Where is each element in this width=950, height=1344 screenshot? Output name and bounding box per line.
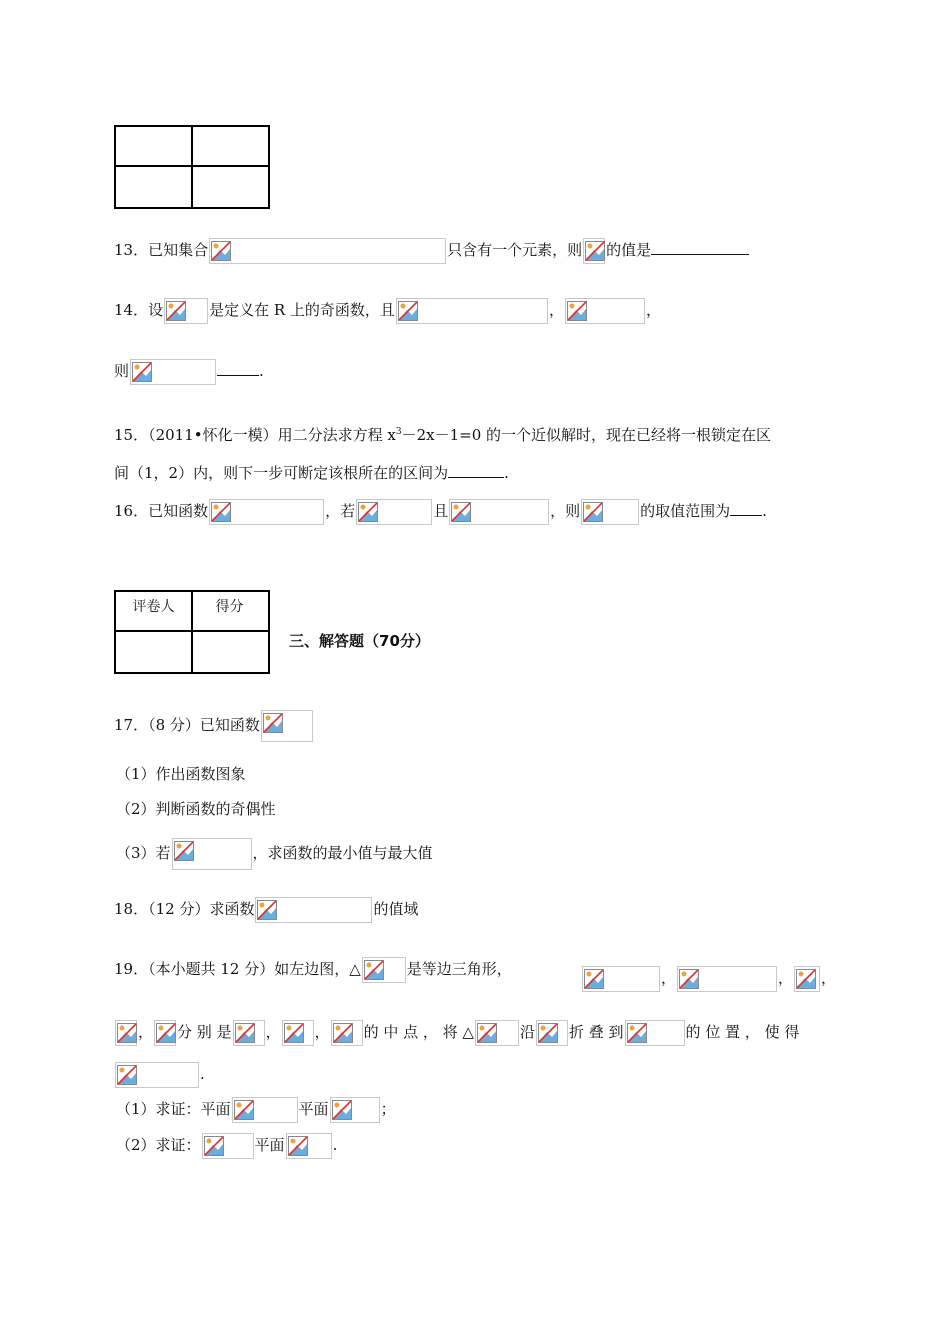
q14-text: ， bbox=[548, 301, 564, 319]
answer-blank bbox=[448, 462, 504, 478]
q19-text: 的 位 置 ， 使 得 bbox=[685, 1023, 800, 1041]
formula-image-placeholder bbox=[536, 1020, 568, 1046]
question-16 bbox=[114, 499, 767, 523]
formula-image-placeholder bbox=[154, 1020, 176, 1046]
formula-image-placeholder bbox=[396, 298, 548, 324]
q17-text: 17．（8 分）已知函数 bbox=[114, 716, 260, 734]
formula-image-placeholder bbox=[475, 1020, 519, 1046]
question-14 bbox=[114, 298, 661, 322]
formula-image-placeholder bbox=[164, 298, 208, 324]
q19-part1 bbox=[116, 1097, 396, 1121]
question-15 bbox=[114, 420, 771, 444]
grid-divider bbox=[116, 165, 268, 167]
q19-text: 分 别 是 bbox=[177, 1023, 232, 1041]
formula-image-placeholder bbox=[233, 1020, 265, 1046]
answer-blank bbox=[730, 500, 762, 516]
score-label: 得分 bbox=[215, 599, 244, 615]
question-19-row1-right bbox=[581, 966, 836, 990]
q19-part2 bbox=[116, 1133, 337, 1157]
q13-text: 的值是 bbox=[606, 241, 652, 259]
formula-image-placeholder bbox=[282, 1020, 314, 1046]
q17-part2: （2）判断函数的奇偶性 bbox=[116, 800, 276, 818]
formula-image-placeholder bbox=[449, 499, 549, 525]
q13-text: 只含有一个元素，则 bbox=[447, 241, 583, 259]
formula-image-placeholder bbox=[130, 359, 216, 385]
q19-text: . bbox=[200, 1065, 205, 1083]
formula-image-placeholder bbox=[331, 1020, 363, 1046]
q15-text: －2x－1=0 的一个近似解时，现在已经将一根锁定在区 bbox=[401, 426, 772, 444]
formula-image-placeholder bbox=[677, 966, 777, 992]
formula-image-placeholder bbox=[625, 1020, 685, 1046]
question-14-line2 bbox=[114, 359, 264, 383]
q16-text: 且 bbox=[433, 502, 449, 520]
q14-text: . bbox=[259, 362, 264, 380]
q19-text: 平面 bbox=[298, 1100, 329, 1118]
q17-text: ，求函数的最小值与最大值 bbox=[252, 844, 433, 862]
q19-text: ， bbox=[778, 969, 794, 987]
q14-text: ， bbox=[645, 301, 661, 319]
q19-text: 折 叠 到 bbox=[569, 1023, 624, 1041]
formula-image-placeholder bbox=[794, 966, 820, 992]
formula-image-placeholder bbox=[565, 298, 645, 324]
formula-image-placeholder bbox=[255, 897, 372, 923]
question-13 bbox=[114, 238, 749, 262]
formula-image-placeholder bbox=[286, 1133, 332, 1159]
q16-text: 16．已知函数 bbox=[114, 502, 209, 520]
question-19 bbox=[114, 957, 512, 981]
section3-heading: 三、解答题（70分） bbox=[289, 632, 430, 650]
q19-text: 是等边三角形， bbox=[406, 960, 512, 978]
q19-text: . bbox=[332, 1136, 338, 1154]
formula-image-placeholder bbox=[330, 1097, 380, 1123]
grid-divider bbox=[116, 630, 268, 632]
q19-text: ， bbox=[138, 1023, 154, 1041]
formula-image-placeholder bbox=[115, 1020, 137, 1046]
q19-text: ， bbox=[821, 969, 837, 987]
question-19-line2 bbox=[114, 1020, 799, 1044]
section3-score-table bbox=[114, 590, 270, 674]
q19-text: 沿 bbox=[519, 1023, 535, 1041]
q14-text: 则 bbox=[114, 362, 130, 380]
formula-image-placeholder bbox=[209, 238, 446, 264]
q19-text: ； bbox=[380, 1100, 396, 1118]
q15-superscript: 3 bbox=[395, 427, 402, 437]
formula-image-placeholder bbox=[115, 1062, 199, 1088]
q17-text: （3）若 bbox=[116, 844, 171, 862]
q19-text: ， bbox=[265, 1023, 281, 1041]
question-19-line3 bbox=[114, 1062, 205, 1086]
question-18 bbox=[114, 897, 418, 921]
top-score-grid bbox=[114, 125, 270, 209]
formula-image-placeholder bbox=[209, 499, 324, 525]
q15-text: . bbox=[504, 464, 509, 482]
reviewer-label: 评卷人 bbox=[132, 599, 175, 615]
formula-image-placeholder bbox=[583, 238, 605, 264]
q19-text: ， bbox=[661, 969, 677, 987]
q15-text: 15．（2011•怀化一模）用二分法求方程 x bbox=[114, 426, 396, 444]
formula-image-placeholder bbox=[356, 499, 432, 525]
q18-text: 18．（12 分）求函数 bbox=[114, 900, 255, 918]
q14-text: 是定义在 R 上的奇函数，且 bbox=[209, 301, 395, 319]
grid-divider bbox=[191, 127, 193, 207]
q16-text: 的取值范围为 bbox=[640, 502, 731, 520]
q19-text: 平面 bbox=[254, 1136, 285, 1154]
formula-image-placeholder bbox=[362, 957, 406, 983]
question-15-line2 bbox=[114, 461, 509, 485]
q16-text: ，则 bbox=[550, 502, 581, 520]
q19-text: （2）求证： bbox=[116, 1136, 201, 1154]
q19-text: 的 中 点 ， 将 △ bbox=[363, 1023, 474, 1041]
q19-text: （1）求证：平面 bbox=[116, 1100, 231, 1118]
q19-text: 19．（本小题共 12 分）如左边图，△ bbox=[114, 960, 361, 978]
q15-text: 间（1，2）内，则下一步可断定该根所在的区间为 bbox=[114, 464, 449, 482]
q14-text: 14．设 bbox=[114, 301, 164, 319]
formula-image-placeholder bbox=[232, 1097, 298, 1123]
formula-image-placeholder bbox=[582, 966, 660, 992]
formula-image-placeholder bbox=[581, 499, 639, 525]
q13-text: 13．已知集合 bbox=[114, 241, 209, 259]
formula-image-placeholder bbox=[172, 838, 252, 870]
question-17 bbox=[114, 710, 314, 734]
q19-text: ， bbox=[314, 1023, 330, 1041]
q18-text: 的值域 bbox=[373, 900, 419, 918]
formula-image-placeholder bbox=[261, 710, 313, 742]
q17-part3 bbox=[116, 838, 433, 862]
q16-text: ，若 bbox=[325, 502, 356, 520]
q16-text: . bbox=[762, 502, 767, 520]
formula-image-placeholder bbox=[202, 1133, 254, 1159]
answer-blank bbox=[217, 360, 259, 376]
q17-part1: （1）作出函数图象 bbox=[116, 765, 246, 783]
answer-blank bbox=[651, 239, 749, 255]
